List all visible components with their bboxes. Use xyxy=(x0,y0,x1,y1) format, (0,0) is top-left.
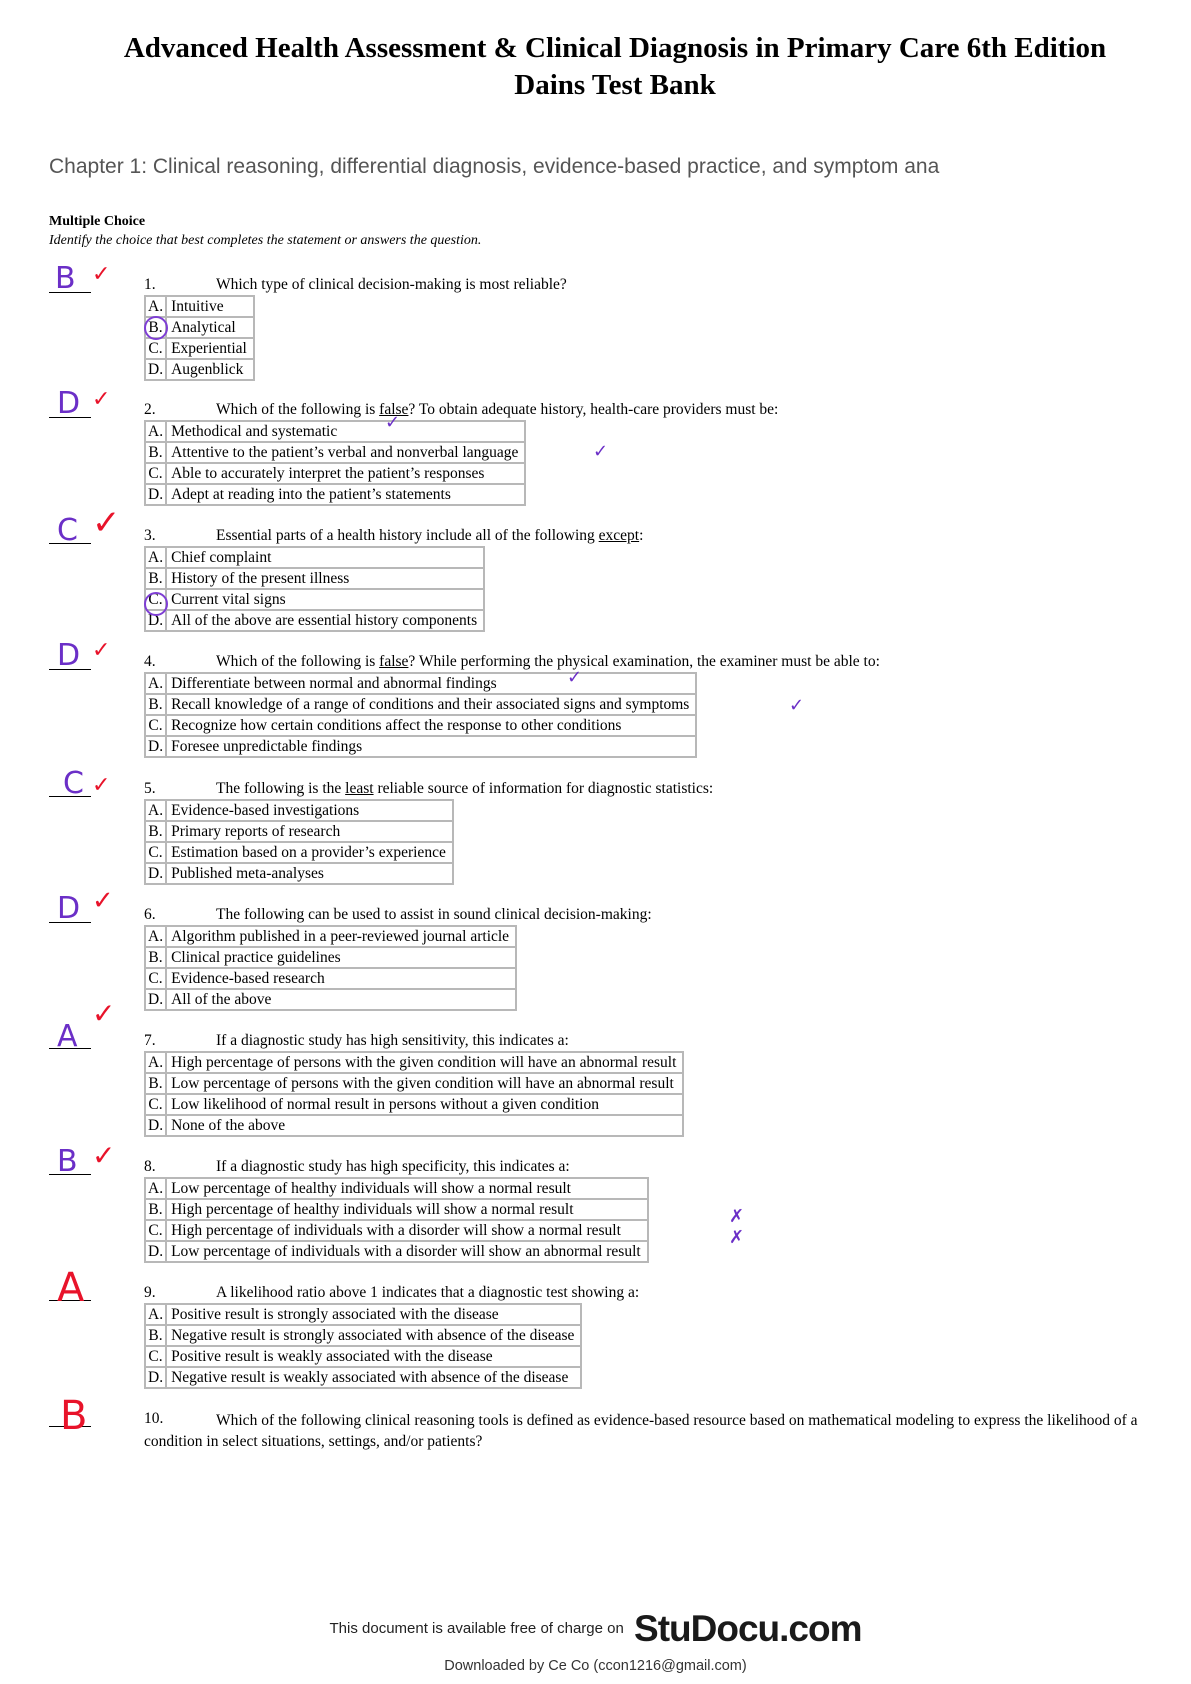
option-row[interactable]: C. Recognize how certain conditions affect the response to other conditions xyxy=(145,715,696,736)
option-row[interactable]: A. Chief complaint xyxy=(145,547,484,568)
question-number: 5. xyxy=(144,780,156,797)
title-line-2: Dains Test Bank xyxy=(514,69,716,101)
option-row[interactable]: B. High percentage of healthy individuals will show a normal result xyxy=(145,1199,648,1220)
option-row[interactable]: A. Intuitive xyxy=(145,296,254,317)
section-heading: Multiple Choice xyxy=(49,214,146,229)
tick-mark-icon: ✓ xyxy=(385,412,401,433)
option-row[interactable]: D. Foresee unpredictable findings xyxy=(145,736,696,757)
question-stem: The following can be used to assist in sound clinical decision-making: xyxy=(216,906,652,923)
options-table xyxy=(144,925,517,1011)
question-number: 3. xyxy=(144,527,156,544)
options-table xyxy=(144,1051,684,1137)
option-row[interactable]: A. Low percentage of healthy individuals will show a normal result xyxy=(145,1178,648,1199)
option-row[interactable]: A. Methodical and systematic xyxy=(145,421,525,442)
options-table xyxy=(144,672,697,758)
option-row[interactable]: B. Negative result is strongly associated with absence of the disease xyxy=(145,1325,581,1346)
option-row[interactable]: B. Clinical practice guidelines xyxy=(145,947,516,968)
option-row[interactable]: D. All of the above are essential history components xyxy=(145,610,484,631)
options-table xyxy=(144,799,454,885)
option-row[interactable]: D. Negative result is weakly associated with absence of the disease xyxy=(145,1367,581,1388)
question-stem: The following is the least reliable source of information for diagnostic statistics: xyxy=(216,780,714,797)
handwritten-answer-10: B xyxy=(60,1393,88,1439)
x-mark-icon: ✗ xyxy=(729,1206,745,1227)
option-row[interactable]: C. Estimation based on a provider’s experience xyxy=(145,842,453,863)
question-stem: Which of the following clinical reasoning tools is defined as evidence-based resource based on mathematical modeling to express the likelihood of a condition in select situations, settings, and/or patients? xyxy=(144,1412,1138,1450)
question-number: 9. xyxy=(144,1284,156,1301)
options-table xyxy=(144,420,526,506)
question-stem: Which of the following is false? While performing the physical examination, the examiner must be able to: xyxy=(216,653,880,670)
option-row[interactable]: C. Able to accurately interpret the patient’s responses xyxy=(145,463,525,484)
check-mark-icon: ✓ xyxy=(92,773,111,798)
handwritten-answer-3: C xyxy=(57,513,78,548)
title-line-1: Advanced Health Assessment & Clinical Diagnosis in Primary Care 6th Edition xyxy=(123,32,1107,64)
circle-mark-icon xyxy=(144,316,168,340)
option-row[interactable]: C. Current vital signs xyxy=(145,589,484,610)
handwritten-answer-1: B xyxy=(55,261,76,296)
option-row[interactable]: C. Low likelihood of normal result in persons without a given condition xyxy=(145,1094,683,1115)
tick-mark-icon: ✓ xyxy=(789,695,805,716)
option-row[interactable]: C. Experiential xyxy=(145,338,254,359)
x-mark-icon: ✗ xyxy=(729,1227,745,1248)
availability-text: This document is available free of charge on xyxy=(329,1619,624,1637)
option-row[interactable]: A. Differentiate between normal and abnormal findings xyxy=(145,673,696,694)
question-number: 6. xyxy=(144,906,156,923)
option-row[interactable]: C. Positive result is weakly associated with the disease xyxy=(145,1346,581,1367)
option-row[interactable]: D. Low percentage of individuals with a disorder will show an abnormal result xyxy=(145,1241,648,1262)
question-stem: If a diagnostic study has high sensitivity, this indicates a: xyxy=(216,1032,569,1049)
question-stem: Which type of clinical decision-making is most reliable? xyxy=(216,276,567,293)
check-mark-icon: ✓ xyxy=(92,638,111,663)
section-instruction: Identify the choice that best completes the statement or answers the question. xyxy=(49,233,482,248)
question-number: 7. xyxy=(144,1032,156,1049)
option-row[interactable]: D. All of the above xyxy=(145,989,516,1010)
question-number: 10. xyxy=(144,1410,164,1427)
options-table xyxy=(144,1303,582,1389)
question-stem: If a diagnostic study has high specificity, this indicates a: xyxy=(216,1158,570,1175)
option-row[interactable]: B. History of the present illness xyxy=(145,568,484,589)
check-mark-icon: ✓ xyxy=(92,1139,116,1172)
option-row[interactable]: A. Algorithm published in a peer-reviewed journal article xyxy=(145,926,516,947)
option-row[interactable]: A. Positive result is strongly associated with the disease xyxy=(145,1304,581,1325)
options-table xyxy=(144,1177,649,1263)
footer-availability xyxy=(0,1608,1191,1650)
chapter-heading: Chapter 1: Clinical reasoning, differential diagnosis, evidence-based practice, and symptom ana xyxy=(49,155,940,178)
check-mark-icon: ✓ xyxy=(92,997,116,1030)
check-mark-icon: ✓ xyxy=(92,387,111,412)
handwritten-answer-6: D xyxy=(57,891,81,926)
document-title xyxy=(40,30,1190,104)
option-row[interactable]: D. None of the above xyxy=(145,1115,683,1136)
question-number: 1. xyxy=(144,276,156,293)
option-row[interactable]: B. Recall knowledge of a range of conditions and their associated signs and symptoms xyxy=(145,694,696,715)
check-mark-icon: ✓ xyxy=(92,886,114,916)
options-table xyxy=(144,546,485,632)
option-row[interactable]: B. Attentive to the patient’s verbal and nonverbal language xyxy=(145,442,525,463)
option-row[interactable]: A. High percentage of persons with the given condition will have an abnormal result xyxy=(145,1052,683,1073)
question-stem: A likelihood ratio above 1 indicates that a diagnostic test showing a: xyxy=(216,1284,640,1301)
option-row[interactable]: C. High percentage of individuals with a disorder will show a normal result xyxy=(145,1220,648,1241)
handwritten-answer-5: C xyxy=(63,766,84,801)
handwritten-answer-2: D xyxy=(57,386,81,421)
question-number: 4. xyxy=(144,653,156,670)
question-number: 2. xyxy=(144,401,156,418)
footer-downloaded: Downloaded by Ce Co (ccon1216@gmail.com) xyxy=(444,1658,747,1674)
tick-mark-icon: ✓ xyxy=(593,441,609,462)
question-stem: Which of the following is false? To obtain adequate history, health-care providers must be: xyxy=(216,401,779,418)
studocu-logo[interactable]: StuDocu.com xyxy=(634,1608,862,1649)
circle-mark-icon xyxy=(144,592,168,616)
option-row[interactable]: B. Analytical xyxy=(145,317,254,338)
question-number: 8. xyxy=(144,1158,156,1175)
handwritten-answer-9: A xyxy=(57,1265,85,1311)
option-row[interactable]: D. Augenblick xyxy=(145,359,254,380)
handwritten-answer-8: B xyxy=(57,1144,78,1179)
handwritten-answer-7: A xyxy=(57,1019,78,1054)
option-row[interactable]: D. Published meta-analyses xyxy=(145,863,453,884)
option-row[interactable]: A. Evidence-based investigations xyxy=(145,800,453,821)
question-stem: Essential parts of a health history include all of the following except: xyxy=(216,527,644,544)
option-row[interactable]: D. Adept at reading into the patient’s statements xyxy=(145,484,525,505)
option-row[interactable]: B. Primary reports of research xyxy=(145,821,453,842)
check-mark-icon: ✓ xyxy=(92,262,111,287)
tick-mark-icon: ✓ xyxy=(567,667,583,688)
check-mark-icon: ✓ xyxy=(92,503,121,543)
handwritten-answer-4: D xyxy=(57,638,81,673)
option-row[interactable]: B. Low percentage of persons with the given condition will have an abnormal result xyxy=(145,1073,683,1094)
option-row[interactable]: C. Evidence-based research xyxy=(145,968,516,989)
